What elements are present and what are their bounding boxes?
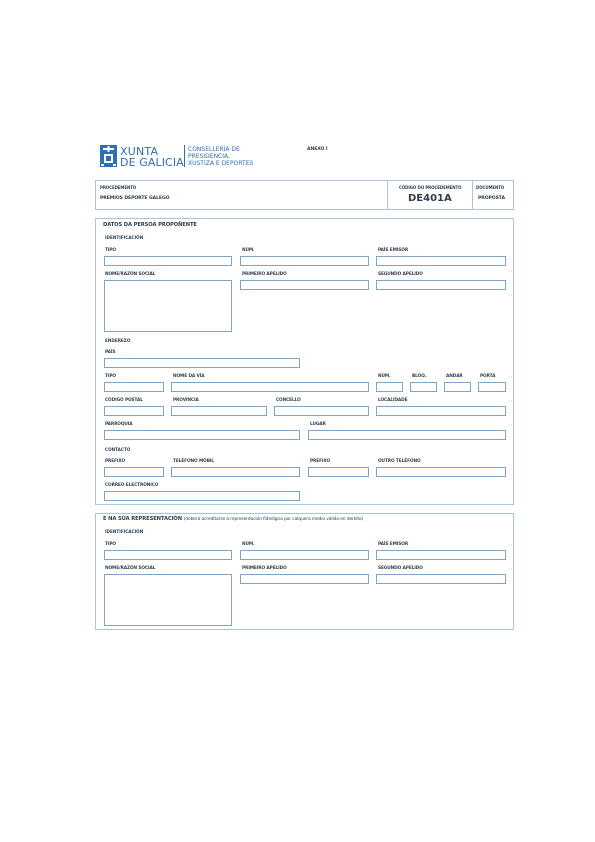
proponent-name-field[interactable]: [104, 280, 232, 332]
proponent-issuing-country-field[interactable]: [376, 256, 506, 266]
proponent-country-label: PAÍS: [105, 350, 116, 355]
logo-line2: DE GALICIA: [120, 156, 184, 169]
proponent-block-field[interactable]: [410, 382, 437, 392]
proponent-contact-heading: CONTACTO: [105, 447, 131, 452]
proponent-type-field[interactable]: [104, 256, 232, 266]
representative-second-surname-label: SEGUNDO APELIDO: [378, 566, 423, 571]
proponent-street-type-field[interactable]: [104, 382, 164, 392]
proponent-province-label: PROVINCIA: [173, 398, 199, 403]
logo-divider: [184, 145, 185, 167]
procedure-divider-2: [472, 181, 473, 210]
proponent-first-surname-label: PRIMEIRO APELIDO: [242, 272, 287, 277]
proponent-floor-label: ANDAR: [446, 374, 463, 379]
proponent-street-name-label: NOME DA VÍA: [173, 374, 205, 379]
proponent-floor-field[interactable]: [444, 382, 471, 392]
proponent-email-field[interactable]: [104, 491, 300, 501]
proponent-prefix2-field[interactable]: [308, 467, 369, 477]
proponent-place-label: LUGAR: [310, 422, 326, 427]
proponent-title: DATOS DA PERSOA PROPOÑENTE: [103, 222, 197, 228]
proponent-name-label: NOME/RAZÓN SOCIAL: [105, 272, 156, 277]
proponent-mobile-label: TELÉFONO MÓBIL: [173, 459, 215, 464]
proponent-prefix2-label: PREFIXO: [310, 459, 331, 464]
document-label: DOCUMENTO: [476, 185, 505, 190]
proponent-mobile-field[interactable]: [171, 467, 300, 477]
annex-label: ANEXO I: [307, 147, 328, 152]
proponent-type-label: TIPO: [105, 248, 116, 253]
representative-first-surname-field[interactable]: [240, 574, 369, 584]
proponent-street-number-label: NÚM.: [378, 374, 391, 379]
proponent-second-surname-label: SEGUNDO APELIDO: [378, 272, 423, 277]
proponent-number-field[interactable]: [240, 256, 369, 266]
proponent-council-label: CONCELLO: [276, 398, 301, 403]
galicia-coat-of-arms-icon: [100, 145, 117, 167]
proponent-street-type-label: TIPO: [105, 374, 116, 379]
representative-name-field[interactable]: [104, 574, 232, 626]
procedure-code-label: CÓDIGO DO PROCEDEMENTO: [399, 185, 462, 190]
proponent-identification-heading: IDENTIFICACIÓN: [105, 235, 144, 240]
procedure-value: PREMIOS DEPORTE GALEGO: [100, 196, 170, 201]
proponent-prefix-field[interactable]: [104, 467, 164, 477]
proponent-issuing-country-label: PAÍS EMISOR: [378, 248, 409, 253]
representative-type-field[interactable]: [104, 550, 232, 560]
proponent-locality-field[interactable]: [376, 406, 506, 416]
proponent-address-heading: ENDEREZO: [105, 338, 131, 343]
proponent-province-field[interactable]: [171, 406, 267, 416]
proponent-door-label: PORTA: [480, 374, 496, 379]
procedure-label: PROCEDEMENTO: [100, 185, 137, 190]
proponent-first-surname-field[interactable]: [240, 280, 369, 290]
proponent-postal-code-label: CÓDIGO POSTAL: [105, 398, 143, 403]
logo-line1: XUNTA: [120, 145, 159, 158]
representative-issuing-country-label: PAÍS EMISOR: [378, 542, 409, 547]
representative-type-label: TIPO: [105, 542, 116, 547]
representative-identification-heading: IDENTIFICACIÓN: [105, 529, 144, 534]
representative-first-surname-label: PRIMEIRO APELIDO: [242, 566, 287, 571]
proponent-prefix-label: PREFIXO: [105, 459, 126, 464]
document-value: PROPOSTA: [478, 196, 505, 201]
department-line3: XUSTIZA E DEPORTES: [188, 160, 254, 167]
representative-second-surname-field[interactable]: [376, 574, 506, 584]
proponent-street-number-field[interactable]: [376, 382, 403, 392]
proponent-other-phone-label: OUTRO TELÉFONO: [378, 459, 421, 464]
representative-number-field[interactable]: [240, 550, 369, 560]
proponent-council-field[interactable]: [274, 406, 369, 416]
proponent-locality-label: LOCALIDADE: [378, 398, 408, 403]
proponent-parish-field[interactable]: [104, 430, 300, 440]
representative-note: (deberá acreditarse a representación fidedigna por calquera medio válido en dereito): [183, 517, 364, 522]
proponent-second-surname-field[interactable]: [376, 280, 506, 290]
proponent-street-name-field[interactable]: [171, 382, 369, 392]
representative-issuing-country-field[interactable]: [376, 550, 506, 560]
proponent-parish-label: PARROQUIA: [105, 422, 133, 427]
proponent-other-phone-field[interactable]: [376, 467, 506, 477]
proponent-place-field[interactable]: [308, 430, 506, 440]
proponent-number-label: NÚM.: [242, 248, 255, 253]
procedure-code-value: DE401A: [408, 193, 452, 204]
representative-name-label: NOME/RAZÓN SOCIAL: [105, 566, 156, 571]
proponent-block-label: BLOQ.: [412, 374, 427, 379]
representative-title-text: E NA SÚA REPRESENTACIÓN: [103, 516, 182, 522]
proponent-door-field[interactable]: [478, 382, 506, 392]
department-line1: CONSELLERÍA DE: [188, 146, 240, 153]
representative-number-label: NÚM.: [242, 542, 255, 547]
representative-title: [103, 516, 363, 522]
procedure-divider-1: [387, 181, 388, 210]
proponent-email-label: CORREO ELECTRÓNICO: [105, 483, 159, 488]
proponent-postal-code-field[interactable]: [104, 406, 164, 416]
department-line2: PRESIDENCIA,: [188, 153, 231, 160]
proponent-country-field[interactable]: [104, 358, 300, 368]
